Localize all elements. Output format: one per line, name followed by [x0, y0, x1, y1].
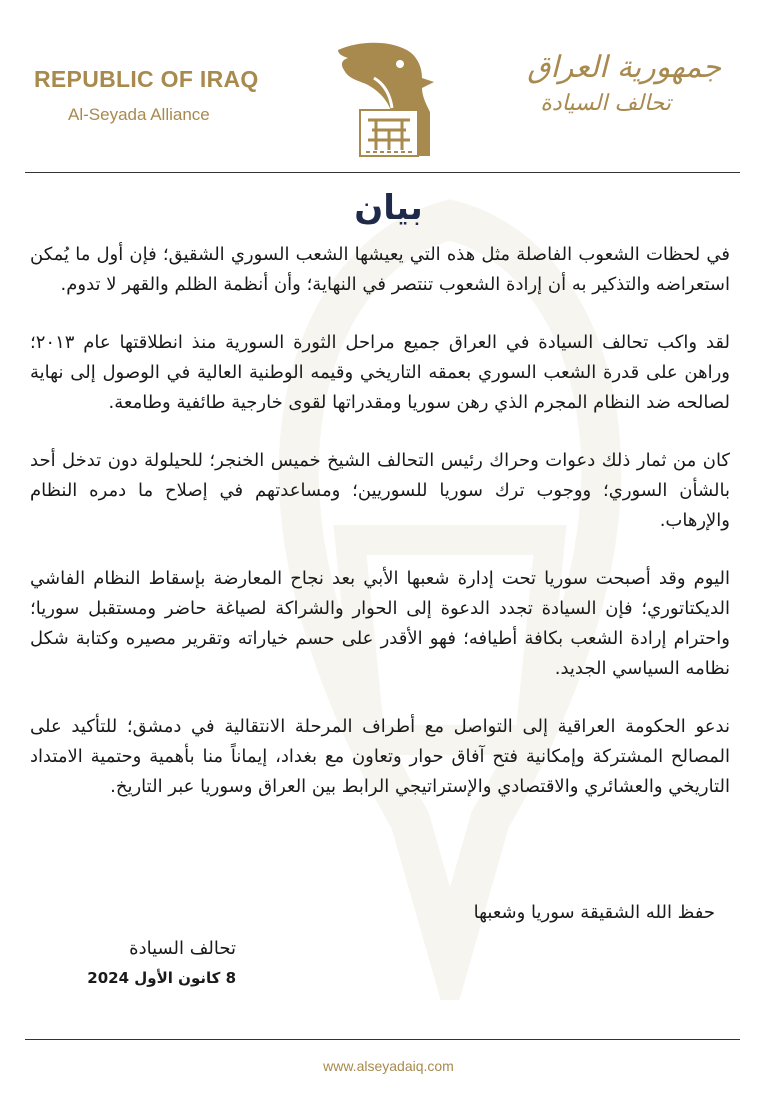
english-subtitle: Al-Seyada Alliance: [68, 105, 210, 124]
website-link[interactable]: www.alseyadaiq.com: [323, 1058, 454, 1074]
header-divider: [25, 172, 740, 173]
english-title: REPUBLIC OF IRAQ: [34, 66, 259, 92]
eagle-emblem-icon: [330, 38, 440, 163]
statement-date: 8 كانون الأول 2024: [87, 969, 236, 987]
statement-heading: بيان: [354, 188, 423, 228]
closing-line: حفظ الله الشقيقة سوريا وشعبها: [473, 902, 715, 923]
footer-divider: [25, 1039, 740, 1040]
paragraph-5: ندعو الحكومة العراقية إلى التواصل مع أطراف المرحلة الانتقالية في دمشق؛ للتأكيد على المصالح المشتركة وإمكانية فتح آفاق حوار وتعاون مع بغداد، إيماناً منا بأهمية وحتمية الامتداد التاريخي والعشائري والاقتصادي والإستراتيجي الرابط بين العراق وسوريا عبر التاريخ.: [30, 716, 730, 797]
arabic-subtitle: تحالف السيادة: [540, 91, 671, 116]
paragraph-4: اليوم وقد أصبحت سوريا تحت إدارة شعبها الأبي بعد نجاح المعارضة بإسقاط النظام الفاشي الديكتاتوري؛ فإن السيادة تجدد الدعوة إلى الحوار والشراكة لصياغة حاضر ومستقبل سوريا؛ واحترام إرادة الشعب بكافة أطيافه؛ فهو الأقدر على حسم خياراته وتقرير مصيره وكتابة شكل نظامه السياسي الجديد.: [30, 568, 730, 679]
signature-block: [76, 938, 236, 987]
statement-body: [30, 240, 730, 830]
arabic-letterhead: [521, 50, 721, 116]
signature-name: تحالف السيادة: [129, 938, 236, 959]
paragraph-3: كان من ثمار ذلك دعوات وحراك رئيس التحالف الشيخ خميس الخنجر؛ للحيلولة دون تدخل أحد بالشأن السوري؛ ووجوب ترك سوريا للسوريين؛ ومساعدتهم في إصلاح ما دمره النظام والإرهاب.: [30, 450, 730, 531]
english-letterhead: [34, 66, 294, 125]
arabic-title: جمهورية العراق: [527, 50, 721, 85]
paragraph-1: في لحظات الشعوب الفاصلة مثل هذه التي يعيشها الشعب السوري الشقيق؛ فإن أول ما يُمكن استعراضه والتذكير به أن إرادة الشعوب تنتصر في النهاية؛ وأن أنظمة الظلم والقهر لا تدوم.: [30, 244, 730, 295]
letterhead: [0, 0, 777, 175]
paragraph-2: لقد واكب تحالف السيادة في العراق جميع مراحل الثورة السورية منذ انطلاقتها عام ٢٠١٣؛ وراهن على قدرة الشعب السوري بعمقه التاريخي وقيمه الوطنية العالية في الوصول إلى نهاية لصالحه ضد النظام المجرم الذي رهن سوريا ومقدراتها لقوى خارجية طائفية وطامعة.: [30, 332, 730, 413]
